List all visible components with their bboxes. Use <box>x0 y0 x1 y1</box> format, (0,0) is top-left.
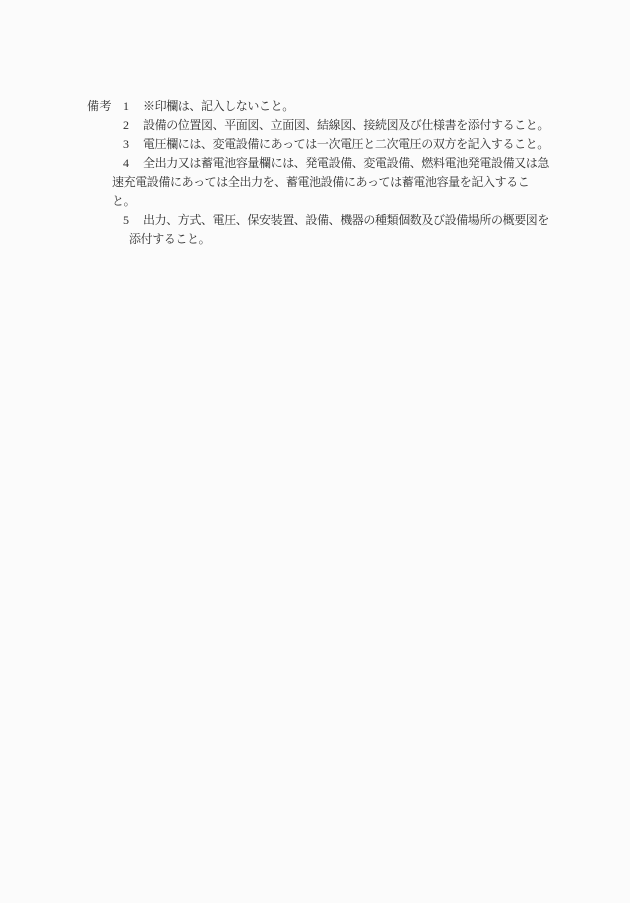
note-number: 4 <box>123 156 129 170</box>
note-text: 全出力又は蓄電池容量欄には、発電設備、変電設備、燃料電池発電設備又は急 <box>143 156 550 170</box>
note-line-first <box>112 154 549 173</box>
remarks-block <box>87 97 549 249</box>
note-line-continuation: と。 <box>112 194 136 208</box>
note-line-first <box>112 116 549 135</box>
note-number: 1 <box>123 99 129 113</box>
note-item <box>112 135 549 154</box>
note-number: 3 <box>123 137 129 151</box>
note-line-first <box>112 97 549 116</box>
remarks-list <box>112 97 549 249</box>
note-line-continuation: 速充電設備にあっては全出力を、蓄電池設備にあっては蓄電池容量を記入するこ <box>112 175 530 189</box>
note-text: 設備の位置図、平面図、立面図、結線図、接続図及び仕様書を添付すること。 <box>143 118 550 132</box>
note-item <box>112 97 549 116</box>
note-text: ※印欄は、記入しないこと。 <box>143 99 294 113</box>
note-item <box>112 154 549 211</box>
remarks-label: 備考 <box>87 99 113 113</box>
note-text: 電圧欄には、変電設備にあっては一次電圧と二次電圧の双方を記入すること。 <box>143 137 549 151</box>
note-line-first <box>112 135 549 154</box>
note-line-continuation: 添付すること。 <box>129 232 211 246</box>
note-item <box>112 116 549 135</box>
note-line-first <box>112 211 549 230</box>
note-number: 5 <box>123 213 129 227</box>
note-text: 出力、方式、電圧、保安装置、設備、機器の種類個数及び設備場所の概要図を <box>143 213 550 227</box>
note-item <box>112 211 549 249</box>
note-number: 2 <box>123 118 129 132</box>
